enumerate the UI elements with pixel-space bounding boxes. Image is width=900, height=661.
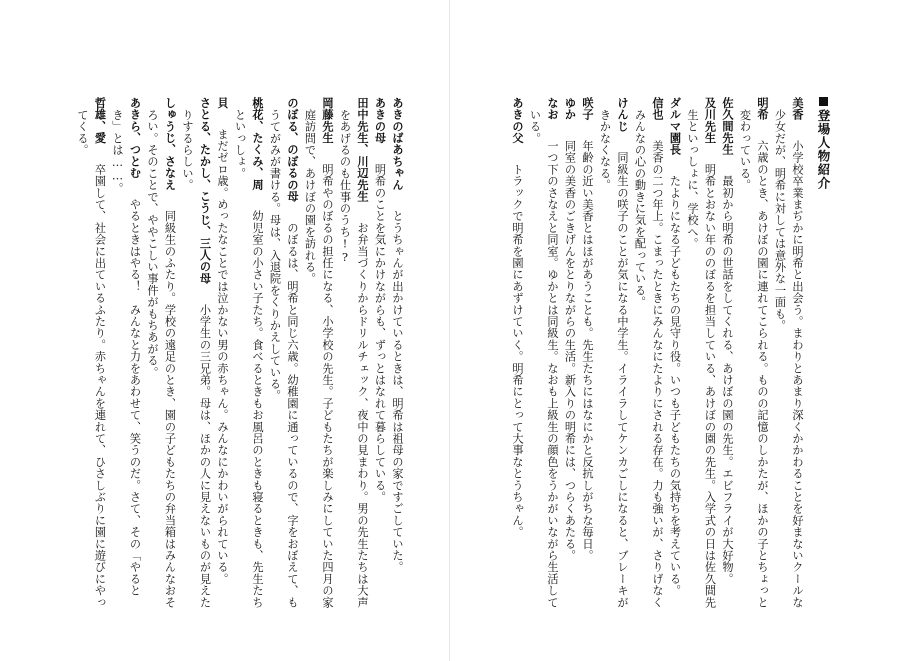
- character-description: 明希のことを気にかけながらも、ずっとはなれて暮らしている。: [373, 163, 387, 503]
- character-entry: [388, 97, 406, 573]
- character-name: あきの父: [511, 97, 524, 144]
- character-name: あきの母: [373, 97, 387, 144]
- character-entry: [126, 97, 144, 596]
- character-description: やるときはやる！ みんなと力をあわせて、笑うのだ。さて、その「やると: [128, 198, 142, 597]
- character-description: 同室の美香のごきげんをとりながらの生活。新入りの明希には、つらくあたる。: [563, 140, 577, 562]
- character-description: 同級生の咲子のことが気になる中学生。イライラしてケンカごしになると、ブレーキが: [616, 151, 629, 609]
- character-description: 最初から明希の世話をしてくれる、あけぼの園の先生。エビフライが大好物。: [721, 175, 734, 585]
- character-entry: [161, 97, 179, 608]
- character-description-continued: ろい。そのことで、ややこしい事件がもちあがる。: [146, 109, 159, 379]
- character-entry: [283, 97, 301, 608]
- character-description: 明希やのぼるの担任になる、小学校の先生。子どもたちが楽しみにしていた四月の家: [321, 163, 334, 609]
- character-description: 六歳のとき、あけぼの園に連れてこられる。ものの記憶のしかたが、ほかの子とちょっと: [756, 140, 769, 609]
- character-entry: [666, 97, 684, 596]
- character-entry: [508, 97, 526, 538]
- character-entry: [543, 97, 561, 608]
- character-entry: [91, 97, 109, 608]
- character-entry: [718, 97, 736, 585]
- character-description-continued: といっしょ。: [233, 109, 247, 180]
- character-entry: [248, 97, 266, 608]
- character-description: 幼児室の小さい子たち。食べるときもお風呂のときも寝るときも、先生たち: [251, 210, 264, 609]
- character-entry: [371, 97, 389, 503]
- character-description: お弁当づくりからドリルチェック、夜中の見まわり。男の先生たちは大声: [356, 222, 369, 609]
- character-name: 哲雄、愛: [93, 97, 107, 144]
- character-entry: [318, 97, 336, 608]
- character-description-continued: 少女だが、明希に対しては意外な一面も。: [773, 109, 787, 332]
- character-name: 明希: [756, 97, 769, 121]
- character-description-continued: 庭訪問で、あけぼの園を訪れる。: [303, 109, 317, 285]
- character-description-continued: 変わっている。: [738, 109, 752, 191]
- character-name: 咲子: [581, 97, 594, 121]
- character-description: たよりになる子どもたちの見守り役。いつも子どもたちの気持ちを考えている。: [668, 175, 682, 597]
- character-name: ダルマ園長: [668, 97, 682, 156]
- character-name: ゆか: [563, 97, 577, 121]
- character-entry: [753, 97, 771, 608]
- character-name: 佐久間先生: [721, 97, 734, 156]
- character-description: トラックで明希を園にあずけていく。明希にとって大事なとうちゃん。: [511, 163, 524, 538]
- character-entry: [701, 97, 719, 608]
- character-name: 及川先生: [703, 97, 717, 144]
- character-name: しゅうじ、さなえ: [163, 97, 177, 191]
- character-description: のぼるは、明希と同じ六歳。幼稚園に通っているので、字をおぼえて、も: [286, 222, 299, 609]
- character-description-continued: いる。: [528, 109, 542, 145]
- character-name: 田中先生、川辺先生: [356, 97, 369, 203]
- section-heading: [814, 97, 832, 190]
- character-description-continued: みんなの心の動きに気を配っている。: [633, 109, 647, 308]
- character-name: 桃花、たくみ、周: [251, 97, 264, 191]
- character-name: のぼる、のぼるの母: [286, 97, 299, 203]
- character-description: 卒園して、社会に出ているふたり。赤ちゃんを連れて、ひさしぶりに園に遊びにやっ: [93, 163, 107, 609]
- character-name: あきら、つとむ: [128, 97, 142, 179]
- character-description-continued: 生といっしょに、学校へ。: [686, 109, 699, 250]
- character-name: なお: [546, 97, 559, 121]
- character-name: けんじ: [616, 97, 629, 133]
- character-entry: [353, 97, 371, 608]
- character-entry: [613, 97, 631, 608]
- character-description-continued: きかなくなる。: [598, 109, 612, 191]
- character-entry: [648, 97, 666, 608]
- character-description: 美香の二つ年上。こまったときにみんなにたよりにされる存在。力も強いが、さりげなく: [651, 140, 664, 609]
- character-description: 同級生のふたり。学校の遠足のとき、園の子どもたちの弁当箱はみんなおそ: [163, 210, 177, 609]
- character-entry: [788, 97, 806, 608]
- right-page: [450, 0, 900, 661]
- character-name: 美香: [791, 97, 804, 121]
- character-description: 小学生の三兄弟。母は、ほかの人に見えないものが見えた: [198, 303, 212, 609]
- character-name: 岡藤先生: [321, 97, 334, 144]
- character-name: さとる、たかし、こうじ、三人の母: [198, 97, 212, 285]
- character-entry: [561, 97, 579, 561]
- character-entry: [578, 97, 596, 561]
- character-description: 小学校卒業まぢかに明希と出会う。まわりとあまり深くかかわることを好まないクールな: [791, 140, 804, 609]
- character-description-continued: りするらしい。: [181, 109, 194, 191]
- character-description: とうちゃんが出かけているときは、明希は祖母の家ですごしていた。: [391, 210, 404, 574]
- character-description-continued: をあげるのも仕事のうち!?: [338, 109, 352, 265]
- character-description-continued: うてがみが書ける。母は、入退院をくりかえしている。: [268, 109, 282, 402]
- character-entry: [196, 97, 214, 608]
- character-description-continued: てくる。: [76, 109, 89, 156]
- heading-square-icon: [819, 97, 828, 106]
- character-description: 年齢の近い美香とはほがあうことも。先生たちにはなにかと反抗しがちな毎日。: [581, 140, 594, 562]
- character-entry: [213, 97, 231, 585]
- character-description: 一つ下のさなえと同室。ゆかとは同級生。なおも上級生の顔色をうかがいながら生活して: [546, 140, 559, 609]
- character-description-continued: き」とは……。: [111, 109, 124, 195]
- character-name: 貝: [216, 97, 229, 109]
- character-name: あきのばあちゃん: [391, 97, 404, 191]
- character-name: 信也: [651, 97, 664, 121]
- character-description: まだゼロ歳。めったなことでは泣かない男の赤ちゃん。みんなにかわいがられている。: [216, 128, 229, 585]
- heading-text: 登場人物紹介: [816, 109, 831, 190]
- character-description: 明希とおない年ののぼるを担当している、あけぼの園の先生。入学式の日は佐久間先: [703, 163, 717, 609]
